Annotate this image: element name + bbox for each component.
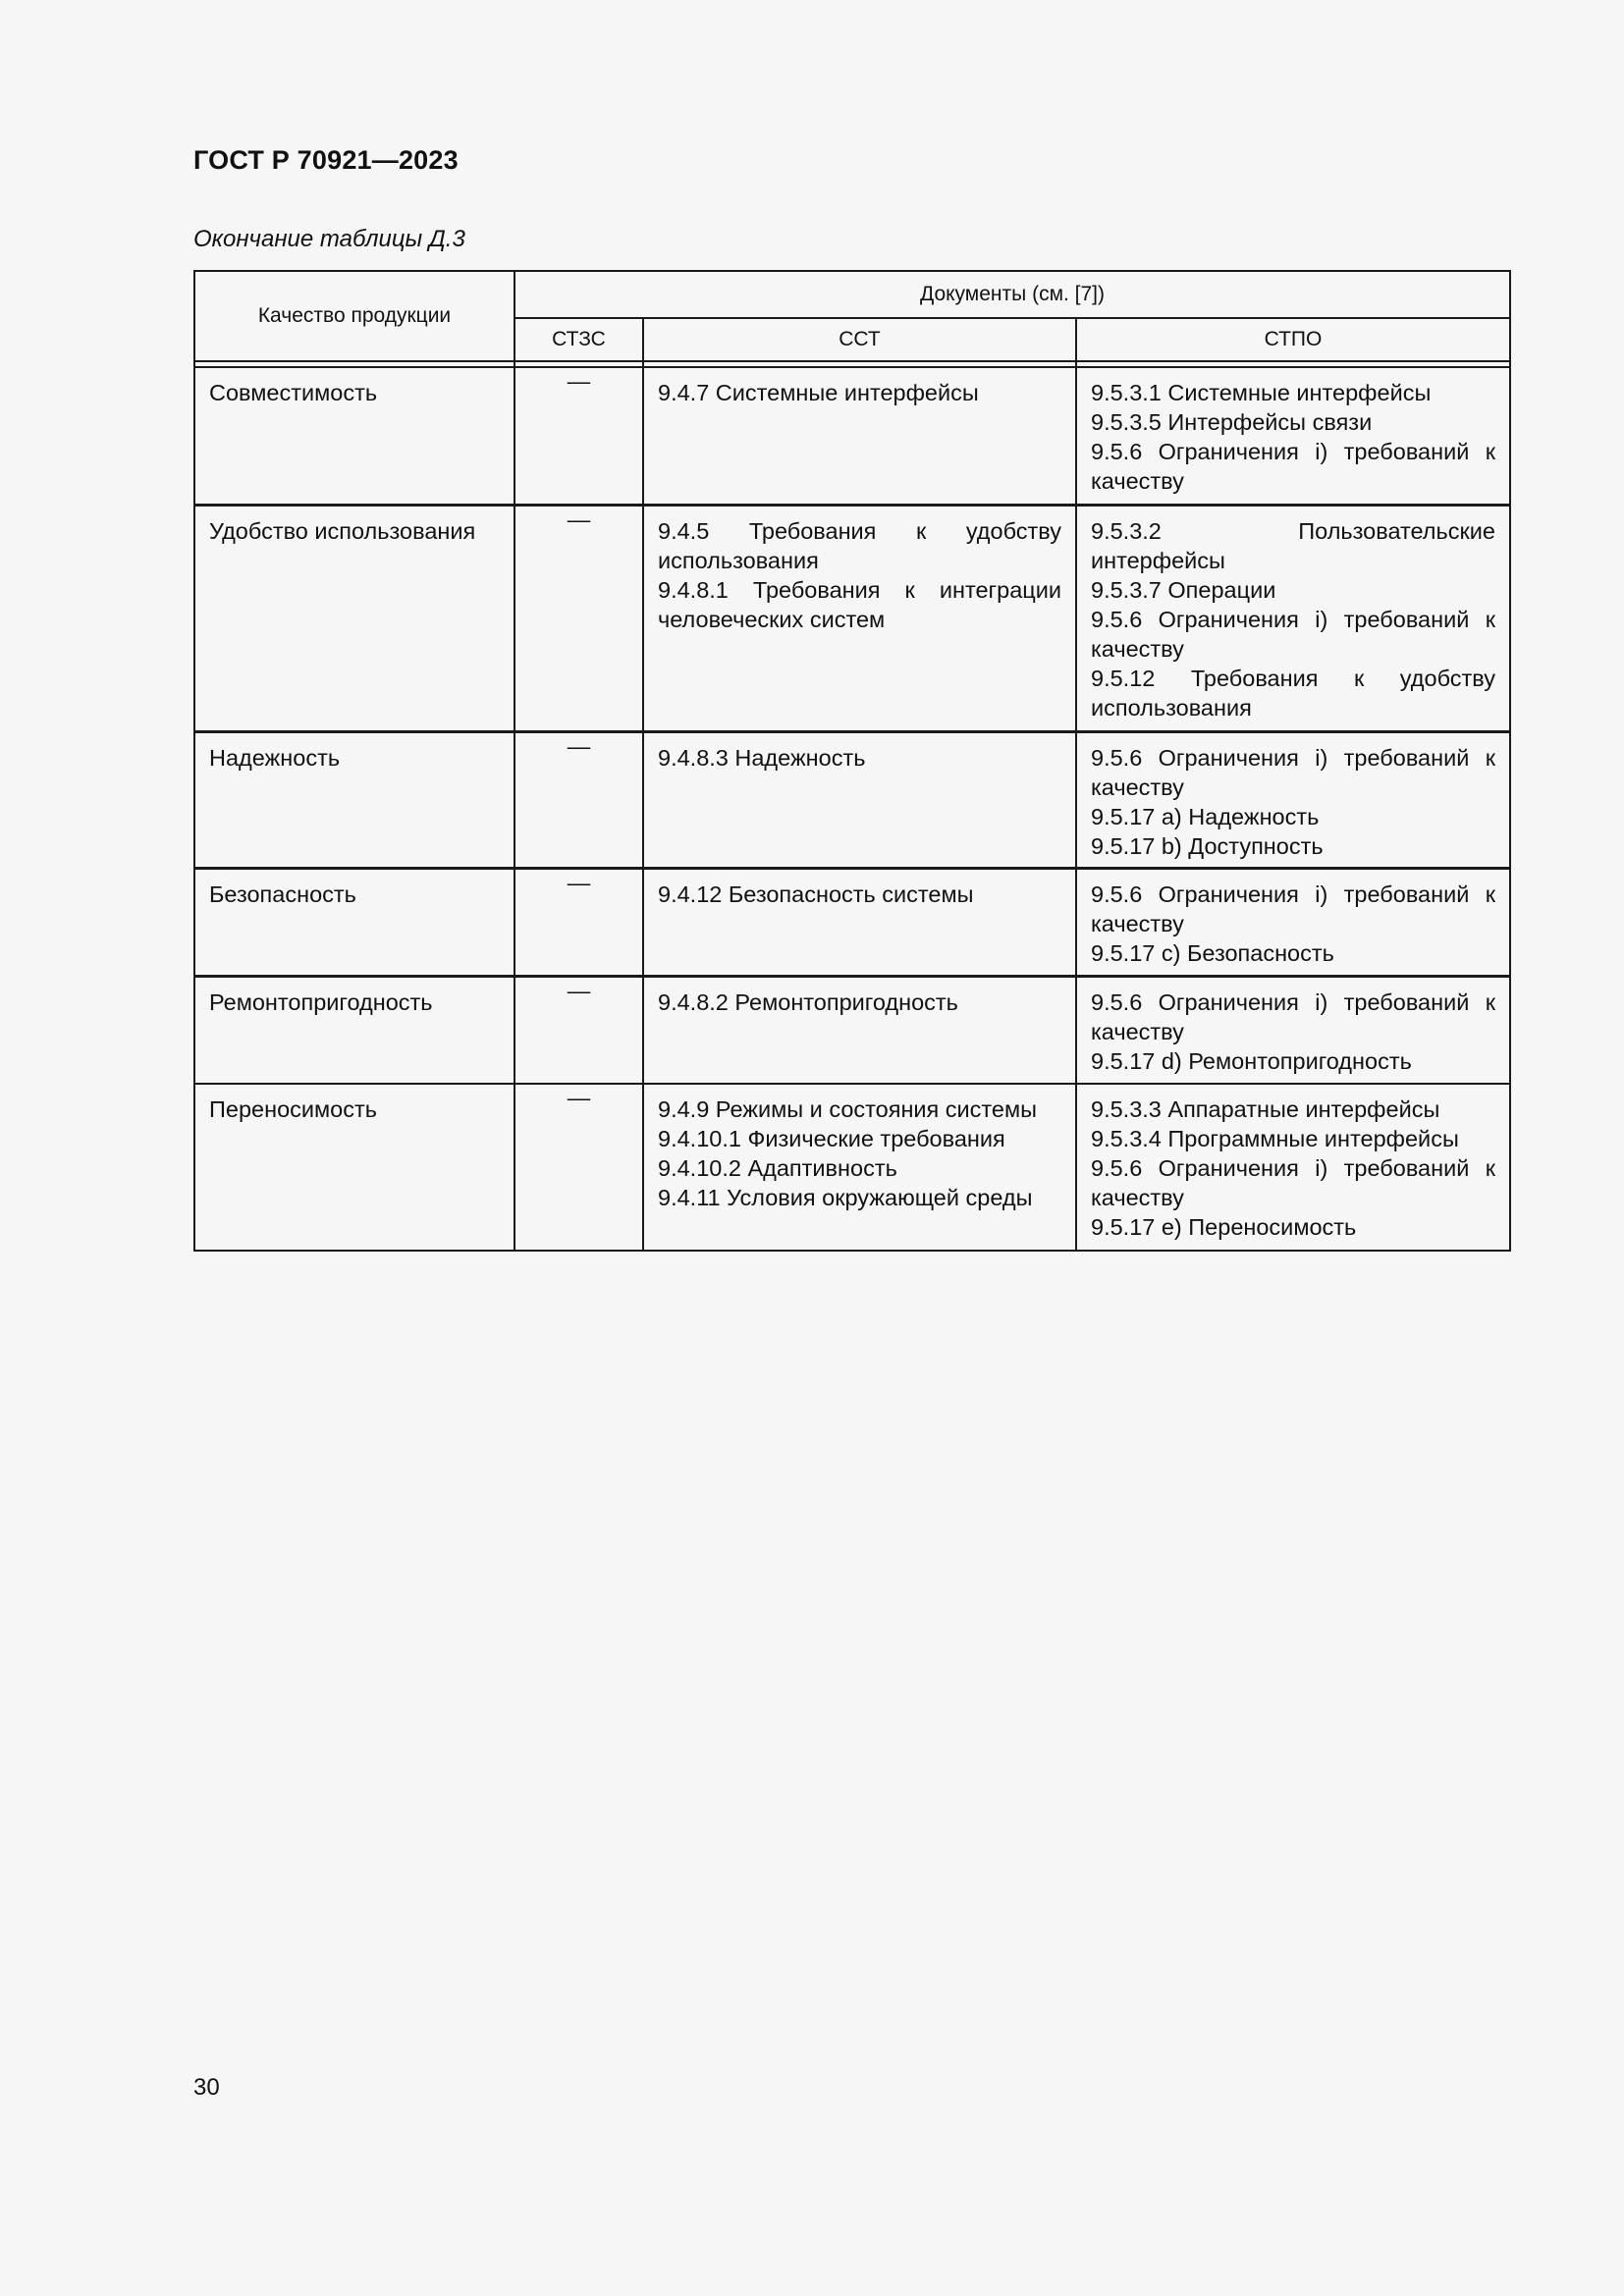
- sst-item: 9.4.10.1 Физические требования: [658, 1126, 1005, 1151]
- table-caption: Окончание таблицы Д.3: [193, 226, 465, 252]
- stpo-item: 9.5.17 e) Переносимость: [1091, 1214, 1357, 1240]
- stpo-item: 9.5.12 Требования к удобству использования: [1091, 665, 1495, 721]
- quality-cell: Переносимость: [194, 1084, 514, 1251]
- table-row: [194, 1084, 1510, 1251]
- table-row: [194, 367, 1510, 505]
- header-documents: Документы (см. [7]): [514, 271, 1510, 318]
- stpo-item: 9.5.17 d) Ремонтопригодность: [1091, 1047, 1412, 1074]
- quality-cell: Удобство использования: [194, 505, 514, 731]
- stpo-item: 9.5.17 c) Безопасность: [1091, 939, 1334, 966]
- sst-item: 9.4.9 Режимы и состояния системы: [658, 1096, 1038, 1122]
- stpo-item: 9.5.17 b) Доступность: [1091, 832, 1324, 859]
- stzs-cell: —: [514, 731, 643, 868]
- stzs-cell: —: [514, 976, 643, 1084]
- sst-item: 9.4.10.2 Адаптивность: [658, 1155, 897, 1181]
- requirements-table: [193, 270, 1511, 1252]
- sst-item: 9.4.7 Системные интерфейсы: [658, 380, 979, 405]
- stpo-cell: [1076, 505, 1510, 731]
- stpo-item: 9.5.3.2 Пользовательские интерфейсы: [1091, 517, 1495, 573]
- table-header: [194, 271, 1510, 367]
- stpo-cell: [1076, 731, 1510, 868]
- stzs-cell: —: [514, 367, 643, 505]
- sst-cell: [643, 505, 1076, 731]
- document-header: ГОСТ Р 70921—2023: [193, 145, 459, 175]
- stpo-item: 9.5.3.5 Интерфейсы связи: [1091, 409, 1373, 435]
- sst-item: 9.4.12 Безопасность системы: [658, 881, 974, 907]
- stpo-item: 9.5.3.7 Операции: [1091, 576, 1276, 603]
- quality-cell: Совместимость: [194, 367, 514, 505]
- table-row: [194, 976, 1510, 1084]
- stzs-cell: —: [514, 505, 643, 731]
- header-stpo: СТПО: [1076, 318, 1510, 361]
- quality-cell: Надежность: [194, 731, 514, 868]
- sst-item: 9.4.11 Условия окружающей среды: [658, 1185, 1033, 1210]
- stpo-item: 9.5.3.4 Программные интерфейсы: [1091, 1126, 1459, 1151]
- stzs-cell: —: [514, 1084, 643, 1251]
- sst-item: 9.4.8.3 Надежность: [658, 744, 866, 771]
- header-quality: Качество продукции: [194, 271, 514, 361]
- stpo-cell: [1076, 868, 1510, 976]
- sst-cell: [643, 976, 1076, 1084]
- table-row: [194, 868, 1510, 976]
- stpo-item: 9.5.3.1 Системные интерфейсы: [1091, 380, 1432, 405]
- quality-cell: Безопасность: [194, 868, 514, 976]
- sst-cell: [643, 367, 1076, 505]
- sst-cell: [643, 1084, 1076, 1251]
- table-row: [194, 505, 1510, 731]
- stzs-cell: —: [514, 868, 643, 976]
- stpo-item: 9.5.3.3 Аппаратные интерфейсы: [1091, 1096, 1440, 1122]
- sst-cell: [643, 868, 1076, 976]
- sst-item: 9.4.8.2 Ремонтопригодность: [658, 988, 958, 1015]
- stpo-cell: [1076, 976, 1510, 1084]
- stpo-item: 9.5.6 Ограничения i) требований к качеству: [1091, 439, 1495, 494]
- page-number: 30: [193, 2074, 220, 2101]
- header-stzs: СТЗС: [514, 318, 643, 361]
- sst-cell: [643, 731, 1076, 868]
- stpo-item: 9.5.6 Ограничения i) требований к качеству: [1091, 1155, 1495, 1210]
- stpo-item: 9.5.17 a) Надежность: [1091, 803, 1320, 829]
- stpo-item: 9.5.6 Ограничения i) требований к качеству: [1091, 988, 1495, 1044]
- table-row: [194, 731, 1510, 868]
- stpo-cell: [1076, 1084, 1510, 1251]
- sst-item: 9.4.5 Требования к удобству использования: [658, 517, 1061, 573]
- stpo-item: 9.5.6 Ограничения i) требований к качеству: [1091, 606, 1495, 662]
- sst-item: 9.4.8.1 Требования к интеграции человеческих систем: [658, 576, 1061, 632]
- stpo-item: 9.5.6 Ограничения i) требований к качеству: [1091, 881, 1495, 936]
- header-sst: ССТ: [643, 318, 1076, 361]
- stpo-cell: [1076, 367, 1510, 505]
- stpo-item: 9.5.6 Ограничения i) требований к качеству: [1091, 744, 1495, 800]
- quality-cell: Ремонтопригодность: [194, 976, 514, 1084]
